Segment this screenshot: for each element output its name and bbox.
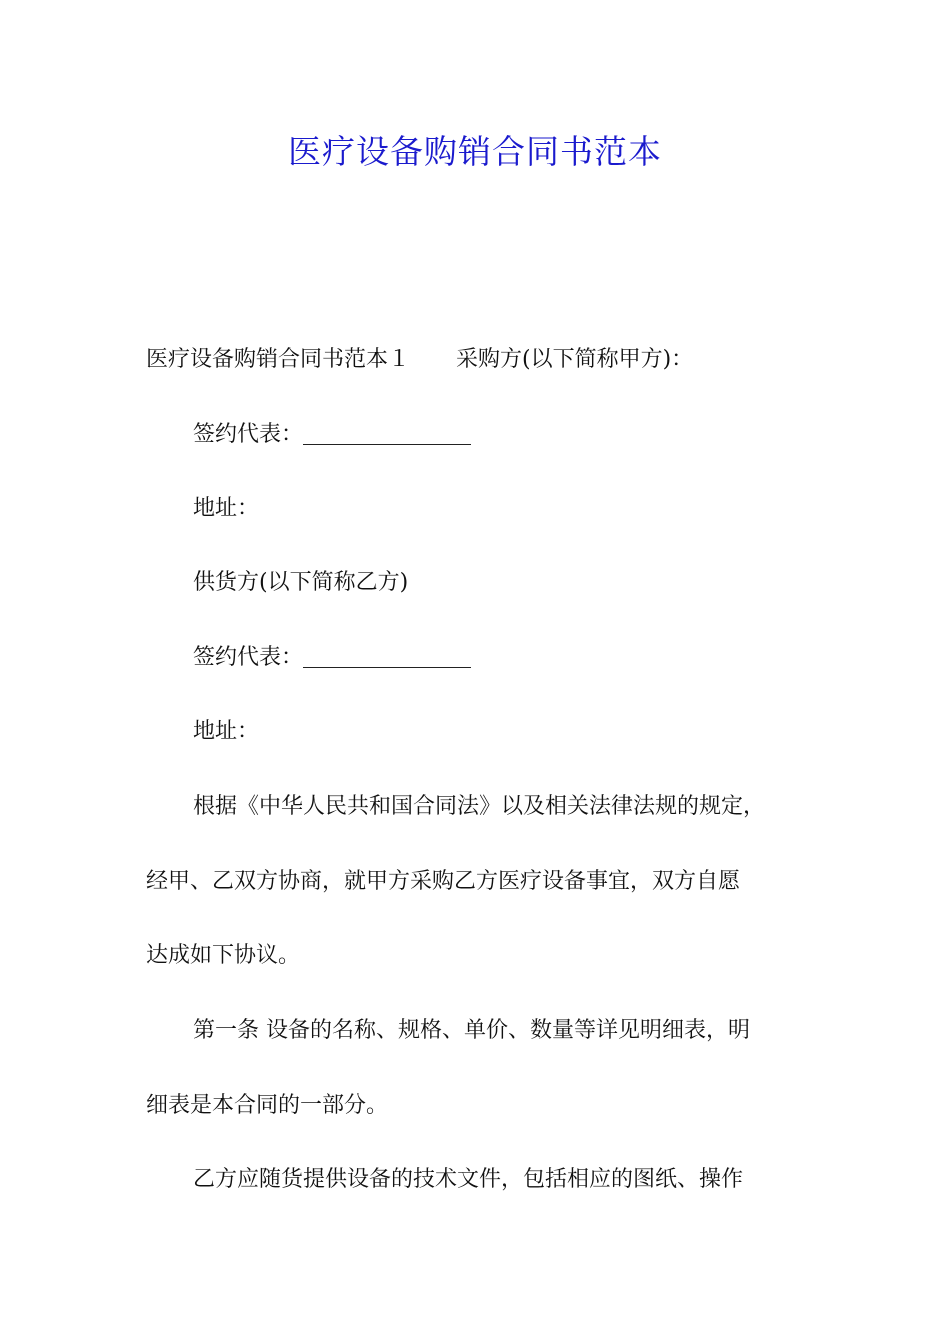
body-line: 经甲、乙双方协商，就甲方采购乙方医疗设备事宜，双方自愿 bbox=[146, 869, 741, 894]
contract-heading: 医疗设备购销合同书范本１ bbox=[146, 347, 411, 372]
body-line: 乙方应随货提供设备的技术文件，包括相应的图纸、操作 bbox=[193, 1167, 744, 1192]
body-line: 达成如下协议。 bbox=[146, 943, 301, 968]
body-line: 细表是本合同的一部分。 bbox=[146, 1093, 389, 1118]
buyer-rep-label: 签约代表： bbox=[193, 422, 304, 447]
body-line: 第一条 设备的名称、规格、单价、数量等详见明细表，明 bbox=[193, 1018, 750, 1043]
buyer-address-label: 地址： bbox=[193, 496, 260, 521]
supplier-rep-label: 签约代表： bbox=[193, 645, 304, 670]
buyer-rep-blank bbox=[303, 422, 471, 445]
supplier-rep-line bbox=[193, 642, 471, 674]
buyer-label: 采购方(以下简称甲方)： bbox=[456, 347, 694, 372]
document-title: 医疗设备购销合同书范本 bbox=[288, 132, 662, 171]
supplier-address-label: 地址： bbox=[193, 719, 260, 744]
supplier-label: 供货方(以下简称乙方) bbox=[193, 570, 409, 595]
intro-line bbox=[146, 344, 693, 376]
supplier-rep-blank bbox=[303, 645, 471, 668]
buyer-rep-line bbox=[193, 419, 471, 451]
body-line: 根据《中华人民共和国合同法》以及相关法律法规的规定， bbox=[193, 794, 766, 819]
